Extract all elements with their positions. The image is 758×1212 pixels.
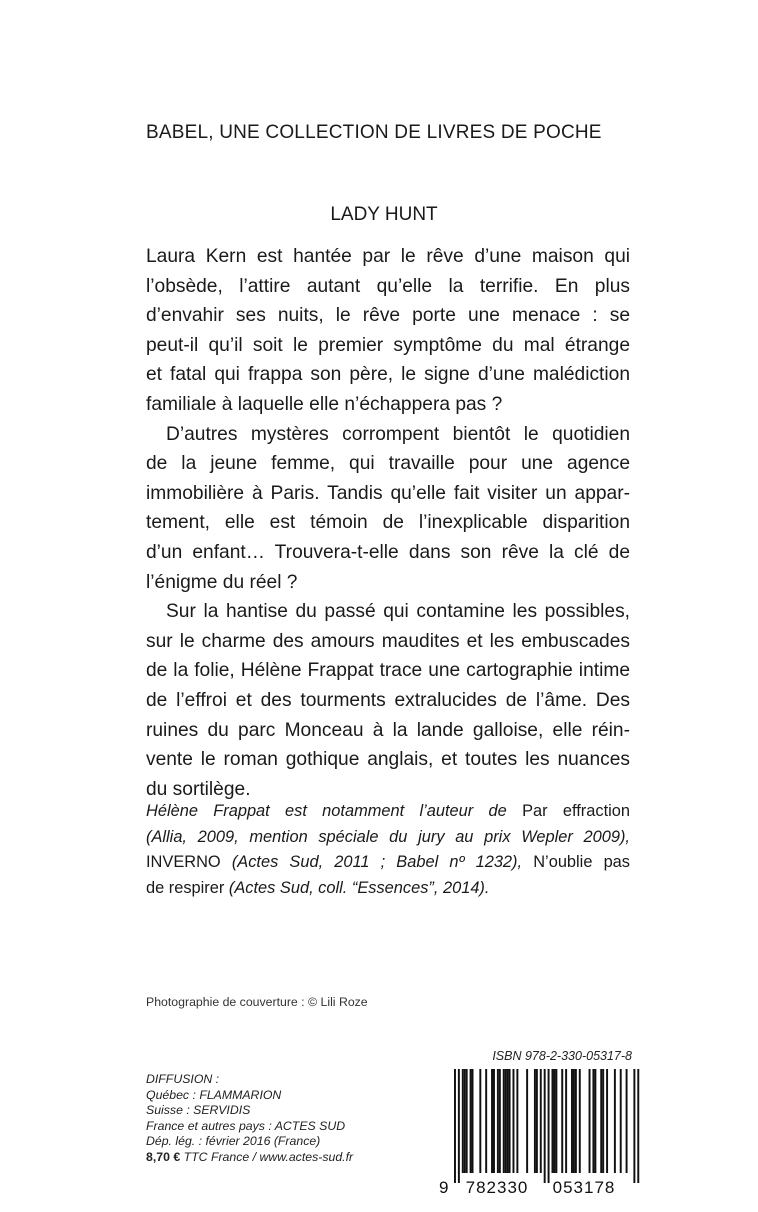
barcode-bar — [516, 1069, 518, 1173]
distribution-suisse: Suisse : SERVIDIS — [146, 1103, 251, 1117]
bio-text: (Actes Sud, 2011 ; Babel nº 1232), — [231, 853, 523, 872]
barcode-bar — [552, 1069, 554, 1173]
barcode-bar — [555, 1069, 557, 1173]
barcode-bar — [579, 1069, 581, 1173]
barcode-bar — [479, 1069, 481, 1173]
text-line: vente le roman gothique anglais, et toutes les nuances — [146, 749, 630, 771]
bio-text: (Actes Sud, coll. “Essences”, 2014). — [228, 878, 490, 897]
barcode-bar — [458, 1069, 460, 1183]
text-line: immobilière à Paris. Tandis qu’elle fait visiter un appar- — [146, 482, 630, 504]
text-line: ruines du parc Monceau à la lande galloise, elle réin- — [146, 719, 630, 741]
text-line: de la folie, Hélène Frappat trace une cartographie intime — [146, 660, 630, 682]
text-line: de la jeune femme, qui travaille pour une agence — [146, 453, 630, 475]
barcode-bar — [565, 1069, 567, 1173]
barcode-bar — [497, 1069, 499, 1173]
barcode-bar — [594, 1069, 596, 1173]
bio-text: (Allia, 2009, mention spéciale du jury au prix Wepler 2009), — [146, 827, 630, 846]
bio-line — [146, 876, 630, 902]
text-line: D’autres mystères corrompent bientôt le quotidien — [166, 423, 630, 445]
barcode-bar — [536, 1069, 538, 1173]
author-bio — [146, 799, 630, 901]
barcode-bar — [602, 1069, 604, 1173]
text-line: sur le charme des amours maudites et les embuscades — [146, 630, 630, 652]
barcode-bar — [493, 1069, 495, 1173]
barcode-bar — [620, 1069, 622, 1173]
barcode-bar — [505, 1069, 507, 1173]
barcode-bar — [600, 1069, 602, 1173]
paragraph-1 — [146, 242, 630, 420]
barcode-bar — [491, 1069, 493, 1173]
price: 8,70 € — [146, 1149, 181, 1164]
barcode-bar — [606, 1069, 608, 1173]
text-line: du sortilège. — [146, 778, 251, 800]
barcode-bar — [509, 1069, 511, 1173]
barcode-bar — [464, 1069, 466, 1173]
barcode-bar — [507, 1069, 509, 1173]
barcode-bar — [614, 1069, 616, 1173]
barcode-bar — [592, 1069, 594, 1173]
book-reference: de respirer — [146, 878, 225, 897]
distribution-heading: DIFFUSION : — [146, 1072, 220, 1086]
text-line: l’obsède, l’attire autant qu’elle la terrifie. En plus — [146, 275, 630, 297]
barcode-bar — [526, 1069, 528, 1173]
blurb — [146, 242, 630, 804]
cover-credit: Photographie de couverture : © Lili Roze — [146, 995, 368, 1009]
barcode-bar — [575, 1069, 577, 1173]
text-line: Sur la hantise du passé qui contamine les possibles, — [166, 601, 630, 623]
barcode-bar — [454, 1069, 456, 1183]
text-line: et fatal qui frappa son père, le signe d’une malédiction — [146, 364, 630, 386]
barcode-bar — [553, 1069, 555, 1173]
isbn-number: ISBN 978-2-330-05317-8 — [492, 1049, 632, 1063]
barcode-bar — [571, 1069, 573, 1173]
barcode — [432, 1065, 642, 1197]
text-line: peut-il qu’il soit le premier symptôme du mal étrange — [146, 334, 630, 356]
text-line: l’énigme du réel ? — [146, 571, 298, 593]
barcode-graphic — [432, 1065, 642, 1197]
barcode-bar — [626, 1069, 628, 1173]
distribution-quebec: Québec : FLAMMARION — [146, 1087, 282, 1102]
price-suffix: TTC France / www.actes-sud.fr — [183, 1149, 354, 1164]
barcode-bar — [472, 1069, 474, 1173]
barcode-bars — [454, 1069, 639, 1183]
barcode-bar — [540, 1069, 542, 1173]
barcode-bar — [503, 1069, 505, 1173]
text-line: de l’effroi et des tourments extralucides de l’âme. Des — [146, 689, 630, 711]
barcode-bar — [633, 1069, 635, 1183]
text-line: Laura Kern est hantée par le rêve d’une maison qui — [146, 246, 630, 267]
bio-line — [146, 799, 630, 825]
text-line: tement, elle est témoin de l’inexplicable disparition — [146, 512, 630, 534]
book-reference: N’oublie pas — [533, 853, 630, 872]
barcode-bar — [513, 1069, 515, 1173]
legal-deposit: Dép. lég. : février 2016 (France) — [146, 1134, 321, 1148]
text-line: d’un enfant… Trouvera-t-elle dans son rêve la clé de — [146, 541, 630, 563]
barcode-bar — [589, 1069, 591, 1173]
barcode-bar — [534, 1069, 536, 1173]
bio-line — [146, 850, 630, 876]
barcode-bar — [548, 1069, 550, 1183]
barcode-bar — [573, 1069, 575, 1173]
barcode-digit-first: 9 — [439, 1178, 449, 1197]
paragraph-2 — [146, 420, 630, 598]
barcode-bar — [561, 1069, 563, 1173]
collection-name: BABEL, UNE COLLECTION DE LIVRES DE POCHE — [146, 122, 602, 143]
barcode-bar — [544, 1069, 546, 1183]
text-line: d’envahir ses nuits, le rêve porte une menace : se — [146, 305, 630, 327]
barcode-bar — [470, 1069, 472, 1173]
barcode-digits-right: 053178 — [552, 1178, 616, 1197]
barcode-bar — [466, 1069, 468, 1173]
book-reference: Par effraction — [522, 802, 631, 820]
distribution-info — [146, 1072, 353, 1165]
distribution-france: France et autres pays : ACTES SUD — [146, 1118, 346, 1133]
bio-line — [146, 825, 630, 851]
price-line — [146, 1150, 353, 1166]
barcode-digits-left: 782330 — [465, 1178, 529, 1197]
barcode-bar — [499, 1069, 501, 1173]
book-title: LADY HUNT — [330, 204, 438, 225]
bio-text: Hélène Frappat est notamment l’auteur de — [146, 802, 507, 820]
barcode-bar — [462, 1069, 464, 1173]
barcode-bar — [485, 1069, 487, 1173]
paragraph-3 — [146, 597, 630, 804]
book-reference: INVERNO — [146, 853, 221, 872]
text-line: familiale à laquelle elle n’échappera pas ? — [146, 393, 503, 415]
barcode-bar — [637, 1069, 639, 1183]
